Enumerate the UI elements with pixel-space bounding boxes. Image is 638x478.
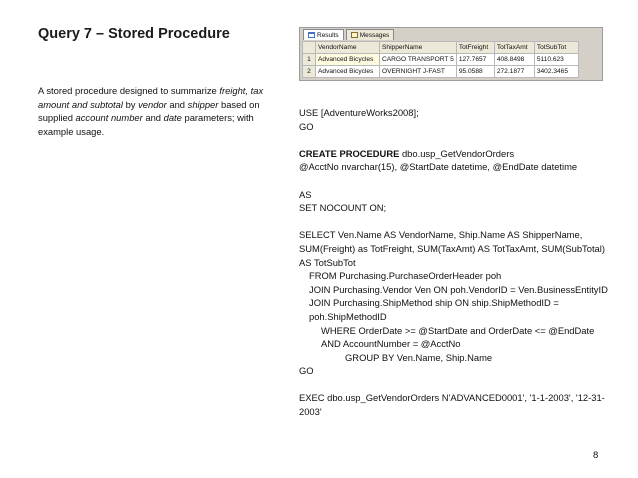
- table-cell[interactable]: 5110.623: [534, 54, 578, 66]
- code-line: SET NOCOUNT ON;: [299, 202, 387, 214]
- column-header[interactable]: TotFreight: [456, 42, 494, 54]
- table-row[interactable]: [303, 66, 579, 78]
- table-cell[interactable]: 127.7657: [456, 54, 494, 66]
- grid-icon: [308, 32, 315, 38]
- slide-description: A stored procedure designed to summarize freight, tax amount and subtotal by vendor and shipper based on supplied account number and date parameters; with example usage.: [38, 85, 264, 137]
- column-header[interactable]: ShipperName: [380, 42, 457, 54]
- results-grid: [302, 41, 579, 78]
- sql-code-block: [299, 106, 617, 419]
- table-cell[interactable]: Advanced Bicycles: [316, 54, 380, 66]
- code-line: AS: [299, 188, 312, 200]
- table-row[interactable]: [303, 54, 579, 66]
- code-line: EXEC dbo.usp_GetVendorOrders N'ADVANCED0001', '1-1-2003', '12-31-2003': [299, 392, 605, 418]
- slide-title: Query 7 – Stored Procedure: [38, 26, 230, 42]
- results-tabs: [300, 28, 602, 40]
- code-line: @AcctNo nvarchar(15), @StartDate datetime, @EndDate datetime: [299, 161, 578, 173]
- message-icon: [351, 32, 358, 38]
- code-line: FROM Purchasing.PurchaseOrderHeader poh: [309, 270, 502, 282]
- table-cell[interactable]: Advanced Bicycles: [316, 66, 380, 78]
- code-line: SELECT Ven.Name AS VendorName, Ship.Name AS ShipperName, SUM(Freight) as TotFreight, SUM(TaxAmt) AS TotTaxAmt, SUM(SubTotal) AS TotSubTot: [299, 229, 605, 268]
- column-header[interactable]: VendorName: [316, 42, 380, 54]
- table-cell[interactable]: OVERNIGHT J-FAST: [380, 66, 457, 78]
- code-line: JOIN Purchasing.ShipMethod ship ON ship.ShipMethodID = poh.ShipMethodID: [309, 297, 559, 322]
- column-header[interactable]: TotSubTot: [534, 42, 578, 54]
- table-cell[interactable]: 272.1877: [494, 66, 534, 78]
- table-cell[interactable]: 3402.3465: [534, 66, 578, 78]
- code-line: JOIN Purchasing.Vendor Ven ON poh.VendorID = Ven.BusinessEntityID: [309, 283, 608, 295]
- code-line: GROUP BY Ven.Name, Ship.Name: [345, 351, 493, 363]
- results-header-row: [303, 42, 579, 54]
- code-line: AND AccountNumber = @AcctNo: [321, 338, 461, 350]
- table-cell[interactable]: CARGO TRANSPORT 5: [380, 54, 457, 66]
- results-pane-screenshot: [299, 27, 603, 81]
- code-line: CREATE PROCEDURE dbo.usp_GetVendorOrders: [299, 147, 515, 159]
- table-cell[interactable]: 408.8498: [494, 54, 534, 66]
- tab-messages[interactable]: Messages: [346, 29, 395, 40]
- code-line: WHERE OrderDate >= @StartDate and OrderDate <= @EndDate: [321, 324, 595, 336]
- row-number: 2: [303, 66, 316, 78]
- table-cell[interactable]: 95.0588: [456, 66, 494, 78]
- tab-results[interactable]: Results: [303, 29, 344, 40]
- column-header[interactable]: TotTaxAmt: [494, 42, 534, 54]
- row-number: 1: [303, 54, 316, 66]
- page-number: 8: [593, 450, 599, 461]
- row-header-corner: [303, 42, 316, 54]
- code-line: GO: [299, 120, 314, 132]
- code-line: GO: [299, 365, 314, 377]
- code-line: USE [AdventureWorks2008];: [299, 107, 419, 118]
